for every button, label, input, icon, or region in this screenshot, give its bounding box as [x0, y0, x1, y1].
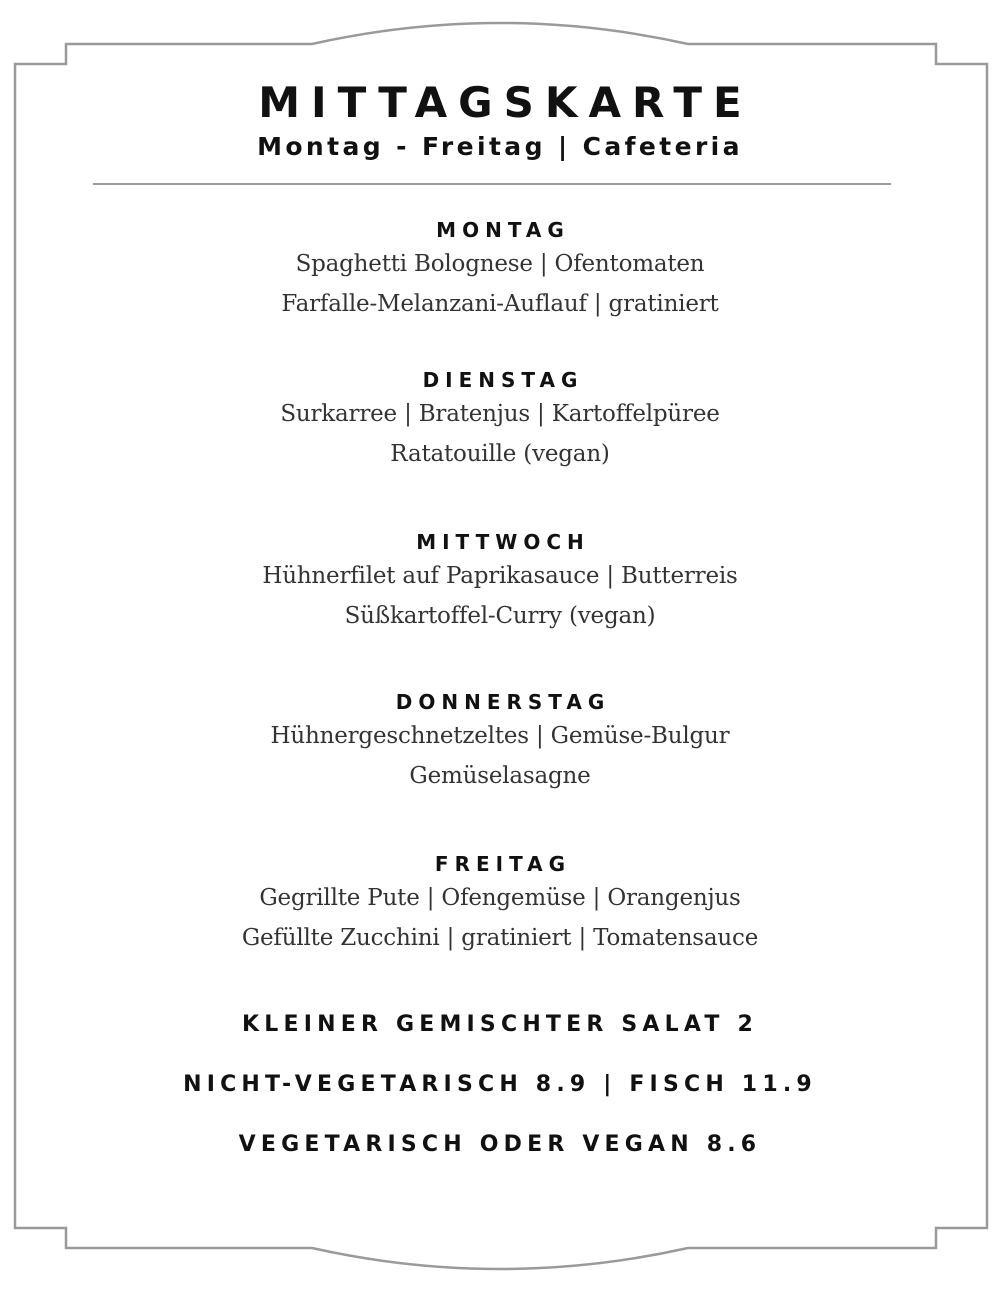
dish-item: Gegrillte Pute | Ofengemüse | Orangenjus — [259, 885, 741, 911]
header-divider — [93, 183, 891, 185]
dish-item: Farfalle-Melanzani-Auflauf | gratiniert — [281, 291, 719, 317]
page-title: MITTAGSKARTE — [258, 78, 753, 127]
day-heading: MONTAG — [436, 218, 570, 242]
day-section-mittwoch — [0, 528, 1000, 636]
price-line-meat-fish: NICHT-VEGETARISCH 8.9 | FISCH 11.9 — [183, 1072, 817, 1097]
dish-item: Gefüllte Zucchini | gratiniert | Tomatensauce — [241, 925, 759, 951]
dish-item: Gemüselasagne — [409, 763, 591, 789]
day-heading: FREITAG — [434, 852, 572, 876]
page-subtitle: Montag - Freitag | Cafeteria — [257, 132, 743, 161]
day-heading: MITTWOCH — [416, 530, 590, 554]
dish-item: Hühnerfilet auf Paprikasauce | Butterreis — [262, 563, 738, 589]
dish-item: Surkarree | Bratenjus | Kartoffelpüree — [280, 401, 720, 427]
day-section-dienstag — [0, 366, 1000, 474]
dish-item: Süßkartoffel-Curry (vegan) — [344, 603, 656, 629]
dish-item: Spaghetti Bolognese | Ofentomaten — [295, 251, 705, 277]
day-heading: DIENSTAG — [422, 368, 584, 392]
dish-item: Ratatouille (vegan) — [390, 441, 610, 467]
day-section-montag — [0, 216, 1000, 324]
day-section-donnerstag — [0, 688, 1000, 796]
price-line-salad: KLEINER GEMISCHTER SALAT 2 — [242, 1012, 758, 1037]
day-section-freitag — [0, 850, 1000, 958]
dish-item: Hühnergeschnetzeltes | Gemüse-Bulgur — [270, 723, 730, 749]
price-line-vegetarian: VEGETARISCH ODER VEGAN 8.6 — [238, 1132, 762, 1157]
day-heading: DONNERSTAG — [395, 690, 611, 714]
